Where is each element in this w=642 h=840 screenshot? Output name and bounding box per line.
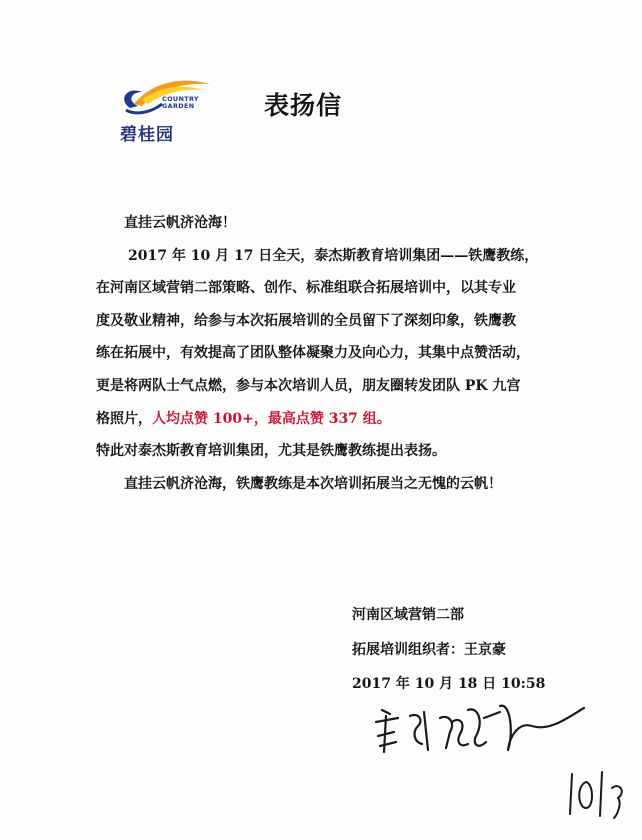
page-title: 表扬信 <box>264 91 343 120</box>
body-line-5: 更是将两队士气点燃，参与本次培训人员，朋友圈转发团队 PK 九宫 <box>96 377 521 394</box>
line7-prefix: 格照片， <box>96 410 152 427</box>
like-stats-highlight: 人均点赞 100+，最高点赞 337 组。 <box>152 410 391 427</box>
signoff-department: 河南区域营销二部 <box>352 607 464 623</box>
body-line-2: 在河南区域营销二部策略、创作、标准组联合拓展培训中，以其专业 <box>96 280 516 297</box>
signoff-organizer: 拓展培训组织者：王京豪 <box>352 641 506 658</box>
signoff-datetime: 2017 年 10 月 18 日 10:58 <box>352 676 546 692</box>
signoff-block <box>352 598 545 702</box>
logo-english-text: COUNTRY GARDEN <box>162 95 199 110</box>
body-line-3: 度及敬业精神，给参与本次拓展培训的全员留下了深刻印象，铁鹰教 <box>96 312 516 329</box>
company-logo <box>112 74 222 146</box>
body-line-6 <box>96 403 544 436</box>
commendation-line: 特此对泰杰斯教育培训集团，尤其是铁鹰教练提出表扬。 <box>96 443 446 460</box>
body-line-1: 2017 年 10 月 17 日全天，泰杰斯教育培训集团——铁鹰教练， <box>128 247 539 264</box>
handwritten-date <box>560 764 630 824</box>
body-line-4: 练在拓展中，有效提高了团队整体凝聚力及向心力，其集中点赞活动， <box>96 345 530 362</box>
logo-chinese-text: 碧桂园 <box>120 125 174 145</box>
greeting-line: 直挂云帆济沧海！ <box>124 215 236 231</box>
letter-body <box>96 207 544 500</box>
closing-line: 直挂云帆济沧海，铁鹰教练是本次培训拓展当之无愧的云帆！ <box>124 475 502 492</box>
handwritten-signature <box>360 692 590 762</box>
